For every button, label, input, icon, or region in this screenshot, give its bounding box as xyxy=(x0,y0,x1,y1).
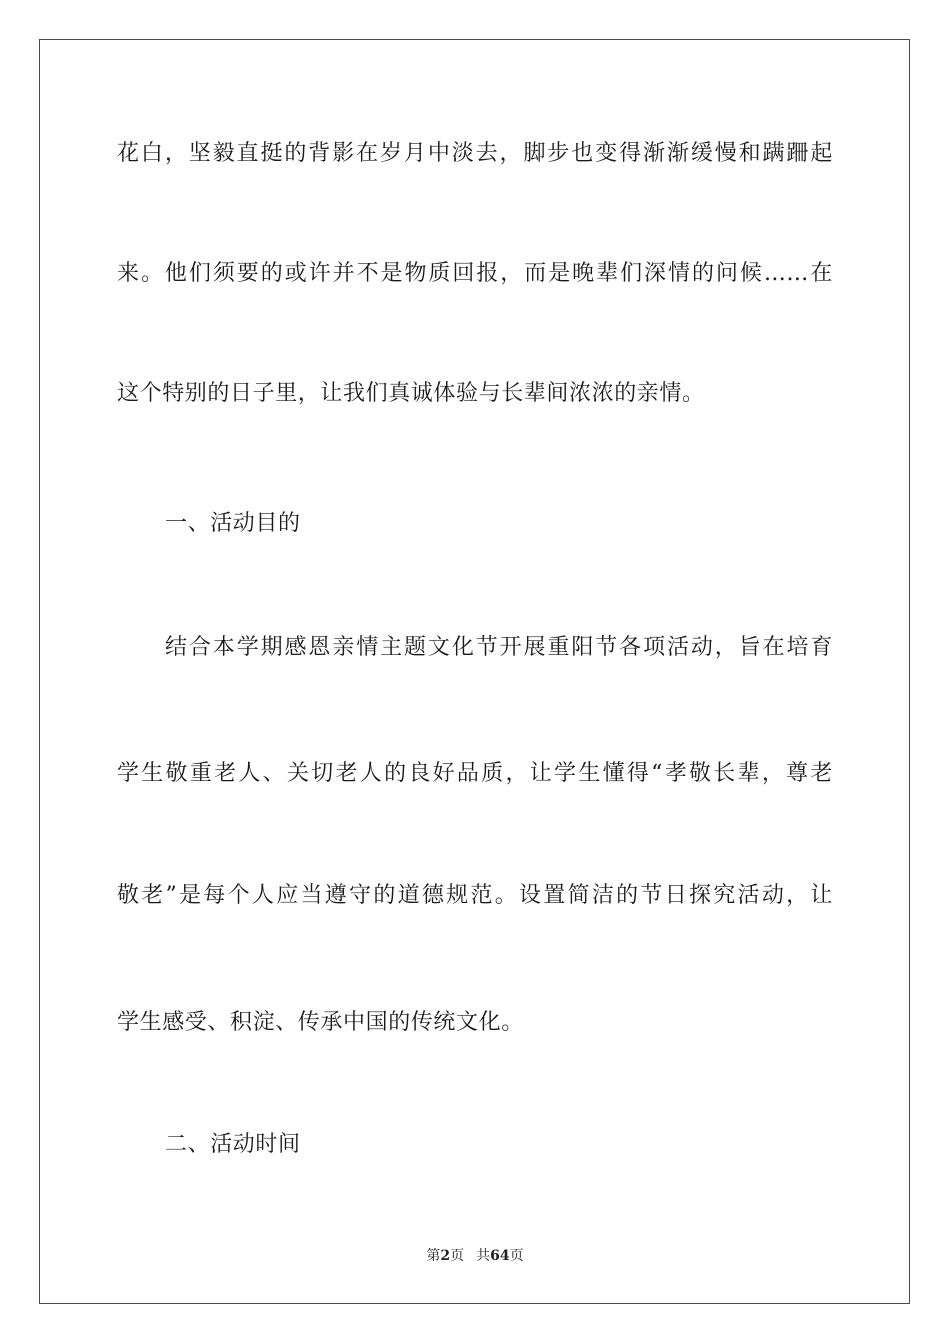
total-pages: 64 xyxy=(490,1248,510,1264)
body-line: 学生敬重老人、关切老人的良好品质，让学生懂得“孝敬长辈，尊老 xyxy=(117,761,833,786)
page-footer xyxy=(0,1247,950,1265)
body-line: 来。他们须要的或许并不是物质回报，而是晚辈们深情的问候……在 xyxy=(117,261,833,286)
body-line: 敬老”是每个人应当遵守的道德规范。设置简洁的节日探究活动，让 xyxy=(117,883,833,908)
section-heading: 二、活动时间 xyxy=(165,1132,301,1157)
total-label-suffix: 页 xyxy=(509,1248,524,1264)
body-line: 结合本学期感恩亲情主题文化节开展重阳节各项活动，旨在培育 xyxy=(165,635,833,660)
page-label-prefix: 第 xyxy=(426,1248,441,1264)
section-heading: 一、活动目的 xyxy=(165,511,301,536)
body-line: 花白，坚毅直挺的背影在岁月中淡去，脚步也变得渐渐缓慢和蹒跚起 xyxy=(117,141,833,166)
page-number: 2 xyxy=(440,1248,451,1264)
body-line: 这个特别的日子里，让我们真诚体验与长辈间浓浓的亲情。 xyxy=(117,381,705,406)
page-label-suffix: 页 xyxy=(450,1248,465,1264)
body-line: 学生感受、积淀、传承中国的传统文化。 xyxy=(117,1010,524,1035)
page-border xyxy=(39,39,910,1304)
total-label-prefix: 共 xyxy=(476,1248,491,1264)
